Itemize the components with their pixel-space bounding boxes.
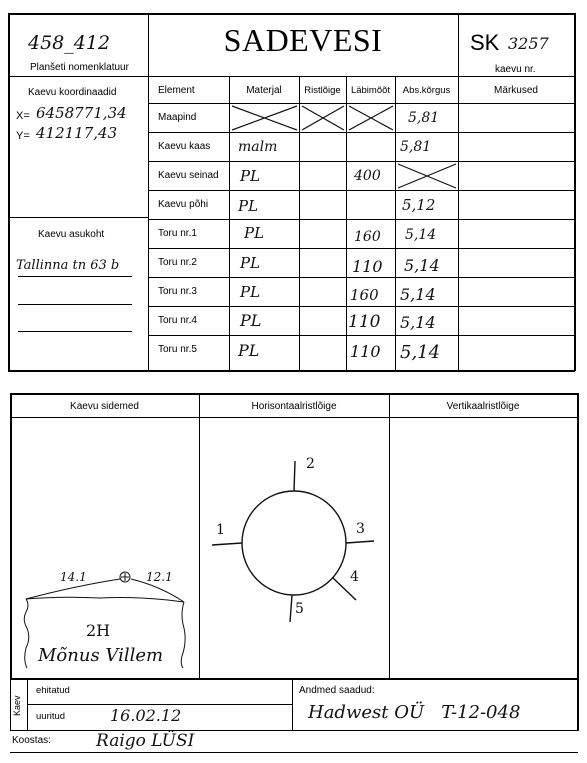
pipe-line-2: [294, 461, 295, 491]
row-material: PL: [240, 283, 261, 301]
row-element: Toru nr.5: [158, 344, 197, 355]
pipe-label-3: 3: [356, 521, 365, 537]
well-side-label: Kaev: [12, 695, 22, 716]
row-material: PL: [244, 224, 265, 242]
section-ties-title: Kaevu sidemed: [70, 401, 139, 412]
row-material: malm: [238, 139, 278, 155]
pipe-label-4: 4: [350, 569, 359, 585]
well-prefix: SK: [470, 30, 500, 55]
row-abs-height: 5,14: [400, 285, 436, 304]
location-label: Kaevu asukoht: [38, 229, 105, 240]
author-value: Raigo LÜSI: [96, 731, 195, 751]
col-header-material: Materjal: [246, 85, 282, 96]
row-diameter: 110: [350, 342, 381, 361]
author-label: Koostas:: [12, 735, 51, 746]
well-number-label: kaevu nr.: [495, 64, 536, 75]
row-element: Kaevu seinad: [158, 170, 219, 181]
coordinate-y-value: 412117,43: [36, 124, 118, 142]
row-diameter: 160: [354, 229, 381, 245]
tie-distance-left: 14.1: [60, 570, 87, 584]
row-element: Kaevu põhi: [158, 199, 209, 210]
section-horizontal-title: Horisontaalristlõige: [251, 401, 337, 412]
pipe-line-3: [346, 541, 374, 543]
location-value: Tallinna tn 63 b: [16, 258, 120, 273]
row-element: Toru nr.2: [158, 257, 197, 268]
row-element: Toru nr.1: [158, 228, 197, 239]
coordinate-x-value: 6458771,34: [36, 104, 127, 122]
row-abs-height: 5,81: [400, 139, 432, 155]
building-address: Mõnus Villem: [38, 645, 164, 666]
col-header-cross-section: Ristlõige: [304, 85, 341, 96]
row-material: PL: [238, 197, 259, 215]
row-diameter: 160: [350, 286, 379, 304]
row-material: PL: [240, 167, 261, 185]
row-abs-height: 5,81: [408, 110, 440, 126]
row-abs-height: 5,12: [402, 196, 436, 214]
row-material: PL: [240, 311, 262, 330]
coordinate-y-label: Y=: [16, 130, 30, 142]
row-element: Maapind: [158, 112, 197, 123]
row-abs-height: 5,14: [404, 256, 440, 275]
row-abs-height: 5,14: [400, 313, 436, 332]
tie-distance-right: 12.1: [146, 570, 173, 584]
col-header-abs-height: Abs.kõrgus: [402, 85, 451, 96]
data-source-label: Andmed saadud:: [299, 685, 375, 696]
row-material: PL: [238, 341, 260, 360]
well-number: 3257: [508, 34, 549, 53]
nomenclature-value: 458_412: [28, 32, 111, 54]
well-circle: [242, 491, 346, 595]
pipe-label-2: 2: [306, 456, 315, 472]
building-label: 2H: [86, 621, 111, 640]
row-abs-height: 5,14: [405, 227, 437, 243]
surveyed-label: uuritud: [36, 711, 66, 722]
row-diameter: 110: [352, 257, 383, 276]
built-label: ehitatud: [36, 685, 70, 696]
col-header-diameter: Läbimõõt: [350, 85, 391, 96]
col-header-element: Element: [158, 85, 195, 96]
row-diameter: 400: [354, 168, 381, 184]
pipe-line-5: [290, 595, 292, 622]
coordinates-label: Kaevu koordinaadid: [28, 87, 117, 98]
row-element: Toru nr.3: [158, 286, 197, 297]
section-vertical-title: Vertikaalristlõige: [446, 401, 520, 412]
page-title: SADEVESI: [223, 22, 383, 58]
row-diameter: 110: [348, 312, 381, 332]
row-material: PL: [240, 254, 261, 272]
pipe-label-1: 1: [216, 522, 225, 538]
row-element: Toru nr.4: [158, 315, 197, 326]
surveyed-value: 16.02.12: [110, 706, 182, 725]
nomenclature-label: Planšeti nomenklatuur: [30, 62, 129, 73]
coordinate-x-label: X=: [16, 110, 30, 122]
col-header-notes: Märkused: [494, 85, 538, 96]
pipe-line-1: [212, 543, 242, 545]
data-source-value: Hadwest OÜ T-12-048: [308, 702, 521, 723]
row-element: Kaevu kaas: [158, 141, 211, 152]
row-abs-height: 5,14: [400, 342, 441, 363]
pipe-label-5: 5: [295, 601, 304, 617]
